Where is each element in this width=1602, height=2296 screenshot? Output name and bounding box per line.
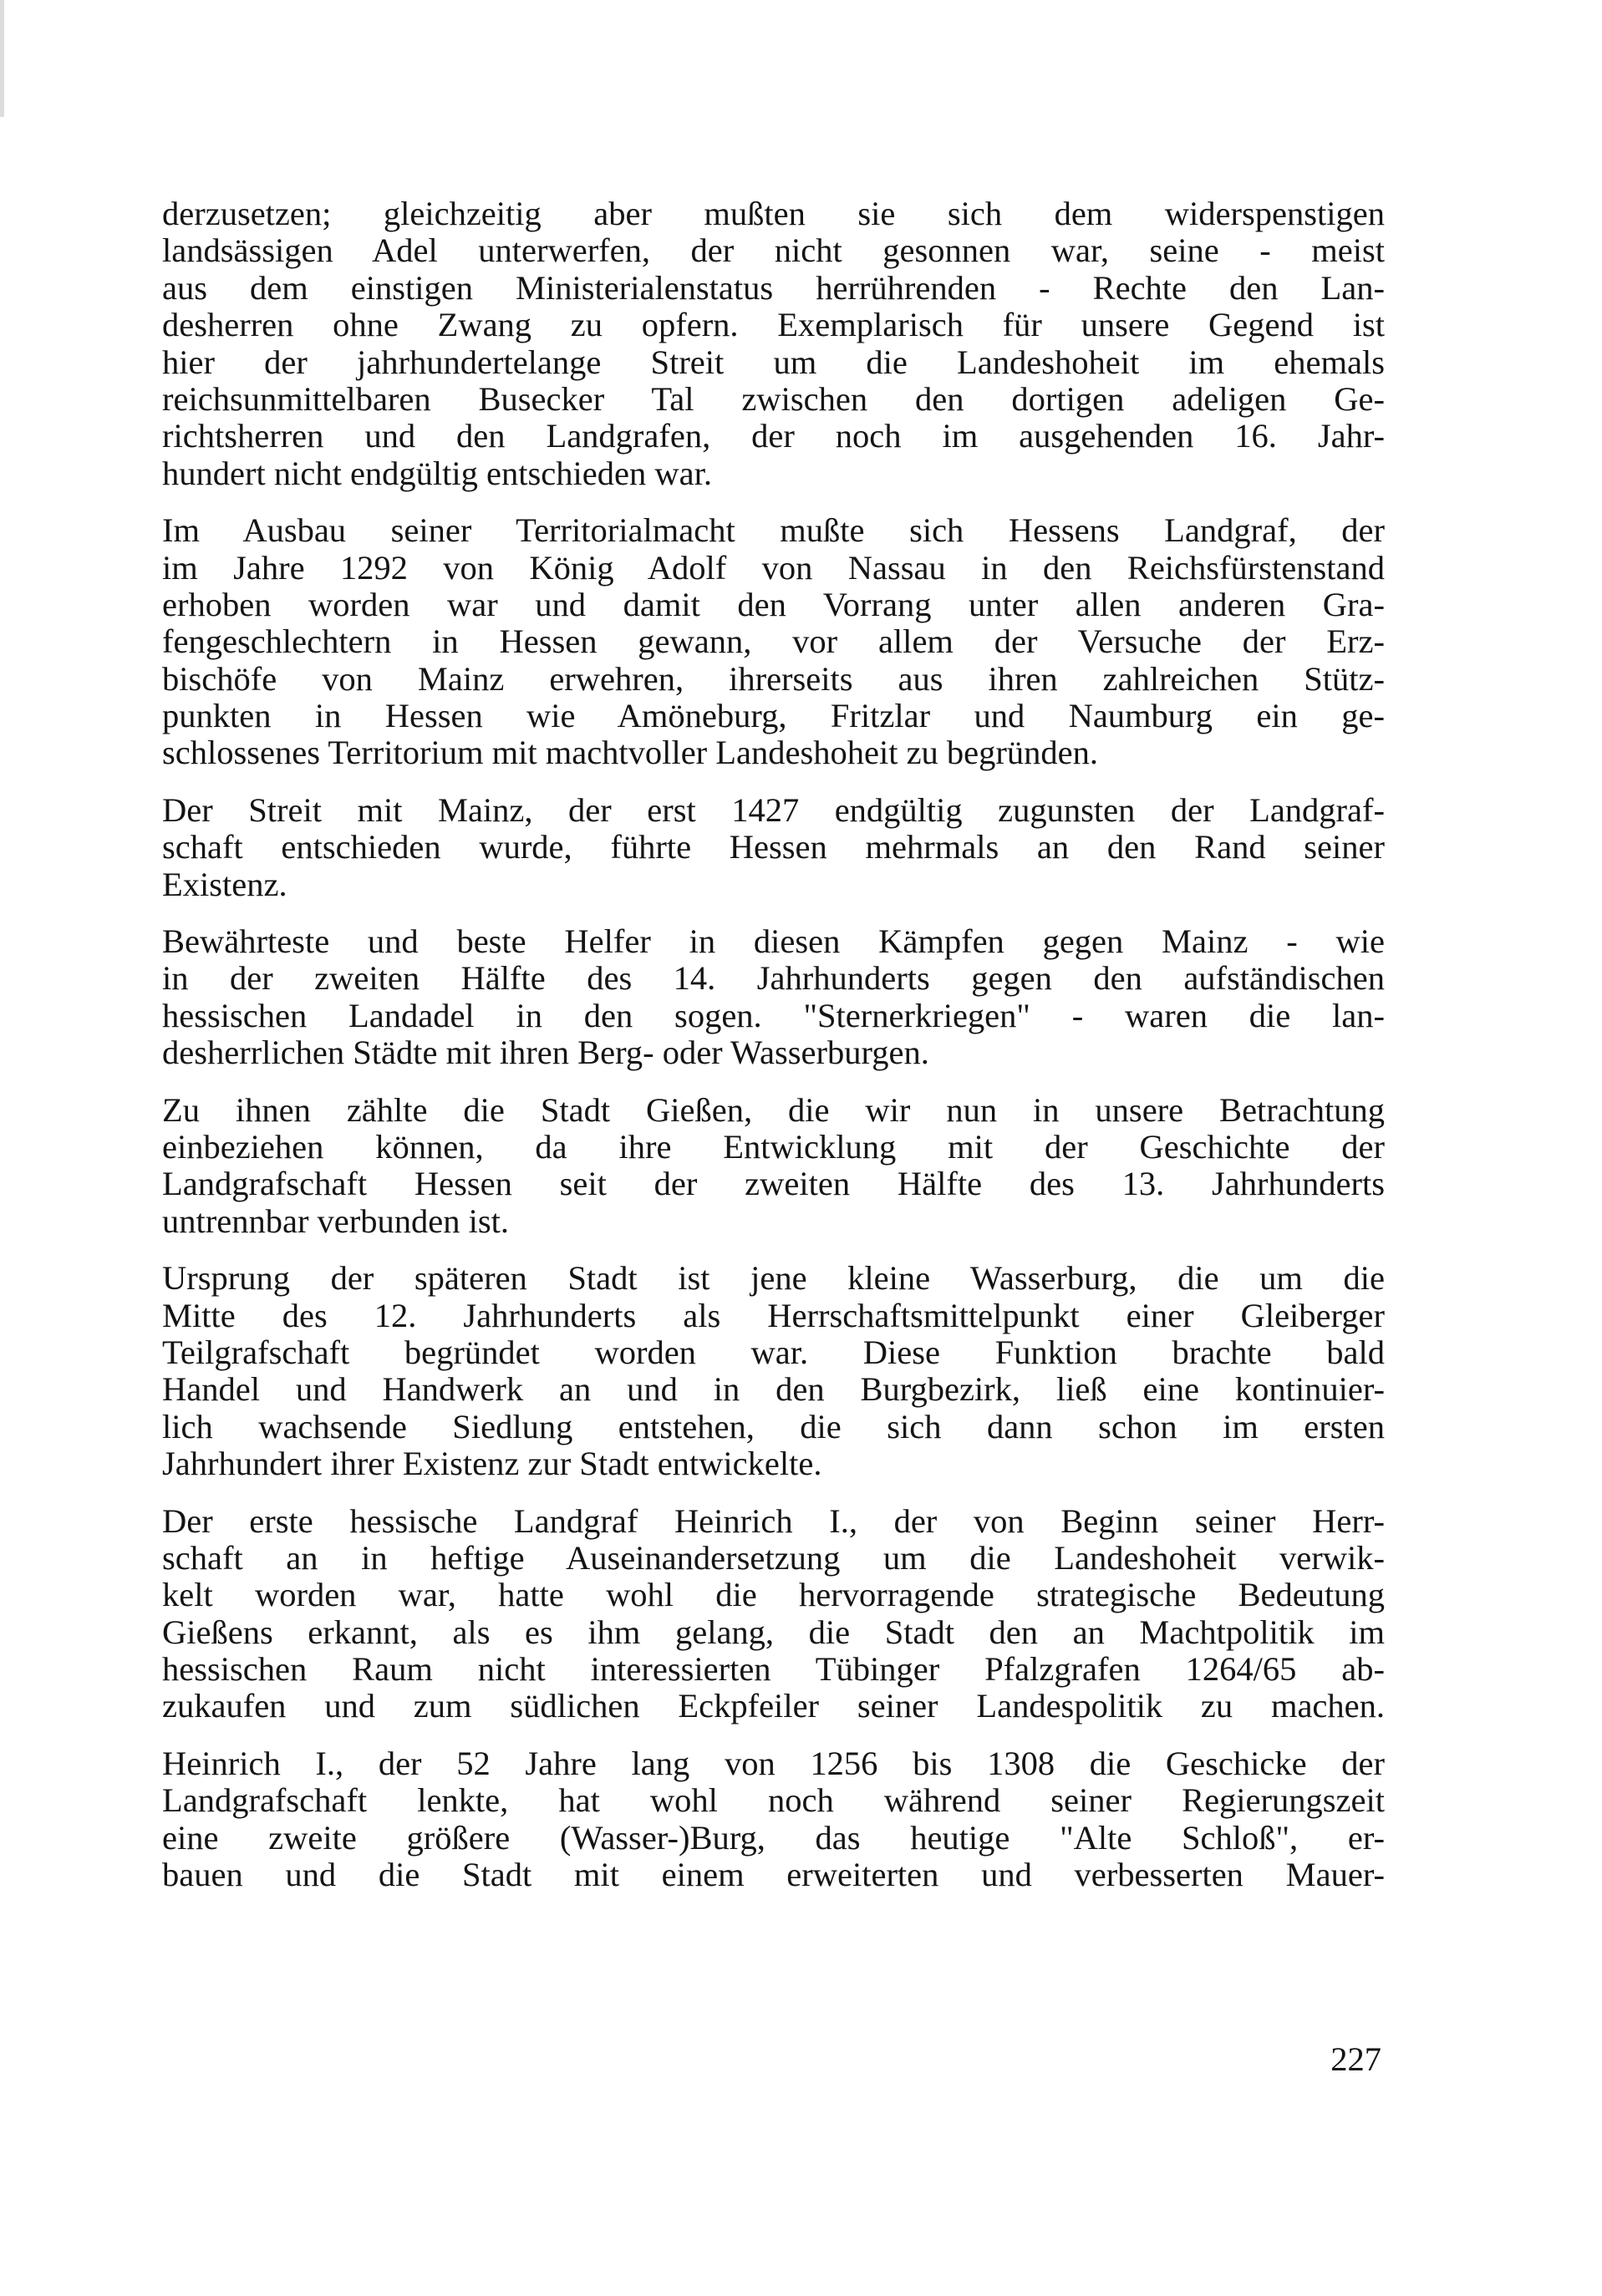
- text-line: Landgrafschaft Hessen seit der zweiten Hälfte des 13. Jahrhunderts: [162, 1165, 1385, 1203]
- text-line: reichsunmittelbaren Busecker Tal zwischen den dortigen adeligen Ge-: [162, 379, 1385, 418]
- paragraph: [162, 1092, 1385, 1241]
- page-number: 227: [1330, 2040, 1381, 2078]
- text-line: fengeschlechtern in Hessen gewann, vor allem der Versuche der Erz-: [162, 622, 1385, 661]
- paragraph: [162, 1260, 1385, 1482]
- paragraph: [162, 792, 1385, 903]
- text-line: im Jahre 1292 von König Adolf von Nassau in den Reichsfürstenstand: [162, 548, 1385, 587]
- body-text: [162, 196, 1385, 1913]
- text-line: zukaufen und zum südlichen Eckpfeiler seiner Landespolitik zu machen.: [162, 1687, 1385, 1725]
- text-line: schlossenes Territorium mit machtvoller Landeshoheit zu begründen.: [162, 734, 1098, 772]
- text-line: hundert nicht endgültig entschieden war.: [162, 454, 712, 492]
- text-line: Der Streit mit Mainz, der erst 1427 endgültig zugunsten der Landgraf-: [162, 790, 1385, 829]
- text-line: Mitte des 12. Jahrhunderts als Herrschaftsmittelpunkt einer Gleiberger: [162, 1296, 1385, 1334]
- text-line: Landgrafschaft lenkte, hat wohl noch während seiner Regierungszeit: [162, 1781, 1385, 1820]
- text-line: Existenz.: [162, 865, 287, 903]
- text-line: punkten in Hessen wie Amöneburg, Fritzlar und Naumburg ein ge-: [162, 697, 1385, 735]
- text-line: hessischen Raum nicht interessierten Tübinger Pfalzgrafen 1264/65 ab-: [162, 1650, 1385, 1689]
- text-line: eine zweite größere (Wasser-)Burg, das heutige "Alte Schloß", er-: [162, 1818, 1385, 1857]
- text-line: desherrlichen Städte mit ihren Berg- oder Wasserburgen.: [162, 1034, 929, 1072]
- text-line: landsässigen Adel unterwerfen, der nicht gesonnen war, seine - meist: [162, 231, 1385, 270]
- text-line: erhoben worden war und damit den Vorrang unter allen anderen Gra-: [162, 585, 1385, 623]
- text-line: hier der jahrhundertelange Streit um die Landeshoheit im ehemals: [162, 343, 1385, 381]
- text-line: einbeziehen können, da ihre Entwicklung mit der Geschichte der: [162, 1127, 1385, 1166]
- text-line: lich wachsende Siedlung entstehen, die sich dann schon im ersten: [162, 1407, 1385, 1445]
- text-line: Zu ihnen zählte die Stadt Gießen, die wir nun in unsere Betrachtung: [162, 1090, 1385, 1129]
- scan-edge-shadow: [0, 0, 4, 117]
- text-line: Heinrich I., der 52 Jahre lang von 1256 bis 1308 die Geschicke der: [162, 1744, 1385, 1782]
- text-line: aus dem einstigen Ministerialenstatus herrührenden - Rechte den Lan-: [162, 268, 1385, 307]
- text-line: Bewährteste und beste Helfer in diesen Kämpfen gegen Mainz - wie: [162, 922, 1385, 961]
- text-line: hessischen Landadel in den sogen. "Sternerkriegen" - waren die lan-: [162, 996, 1385, 1034]
- text-line: bischöfe von Mainz erwehren, ihrerseits aus ihren zahlreichen Stütz-: [162, 659, 1385, 698]
- paragraph: [162, 1745, 1385, 1894]
- text-line: Der erste hessische Landgraf Heinrich I., der von Beginn seiner Herr-: [162, 1501, 1385, 1540]
- text-line: untrennbar verbunden ist.: [162, 1201, 510, 1240]
- text-line: Ursprung der späteren Stadt ist jene kleine Wasserburg, die um die: [162, 1259, 1385, 1298]
- paragraph: [162, 923, 1385, 1072]
- paragraph: [162, 512, 1385, 772]
- text-line: Gießens erkannt, als es ihm gelang, die Stadt den an Machtpolitik im: [162, 1613, 1385, 1651]
- text-line: Im Ausbau seiner Territorialmacht mußte sich Hessens Landgraf, der: [162, 511, 1385, 550]
- text-line: kelt worden war, hatte wohl die hervorragende strategische Bedeutung: [162, 1576, 1385, 1614]
- text-line: derzusetzen; gleichzeitig aber mußten sie sich dem widerspenstigen: [162, 195, 1385, 232]
- text-line: richtsherren und den Landgrafen, der noch im ausgehenden 16. Jahr-: [162, 417, 1385, 455]
- text-line: in der zweiten Hälfte des 14. Jahrhunderts gegen den aufständischen: [162, 959, 1385, 998]
- text-line: Handel und Handwerk an und in den Burgbezirk, ließ eine kontinuier-: [162, 1370, 1385, 1409]
- text-line: bauen und die Stadt mit einem erweiterten und verbesserten Mauer-: [162, 1856, 1385, 1894]
- text-line: Jahrhundert ihrer Existenz zur Stadt entwickelte.: [162, 1445, 822, 1483]
- text-line: Teilgrafschaft begründet worden war. Diese Funktion brachte bald: [162, 1333, 1385, 1371]
- text-line: desherren ohne Zwang zu opfern. Exemplarisch für unsere Gegend ist: [162, 306, 1385, 344]
- paragraph: [162, 1503, 1385, 1725]
- text-line: schaft entschieden wurde, führte Hessen mehrmals an den Rand seiner: [162, 828, 1385, 866]
- paragraph: [162, 196, 1385, 492]
- text-line: schaft an in heftige Auseinandersetzung um die Landeshoheit verwik-: [162, 1538, 1385, 1577]
